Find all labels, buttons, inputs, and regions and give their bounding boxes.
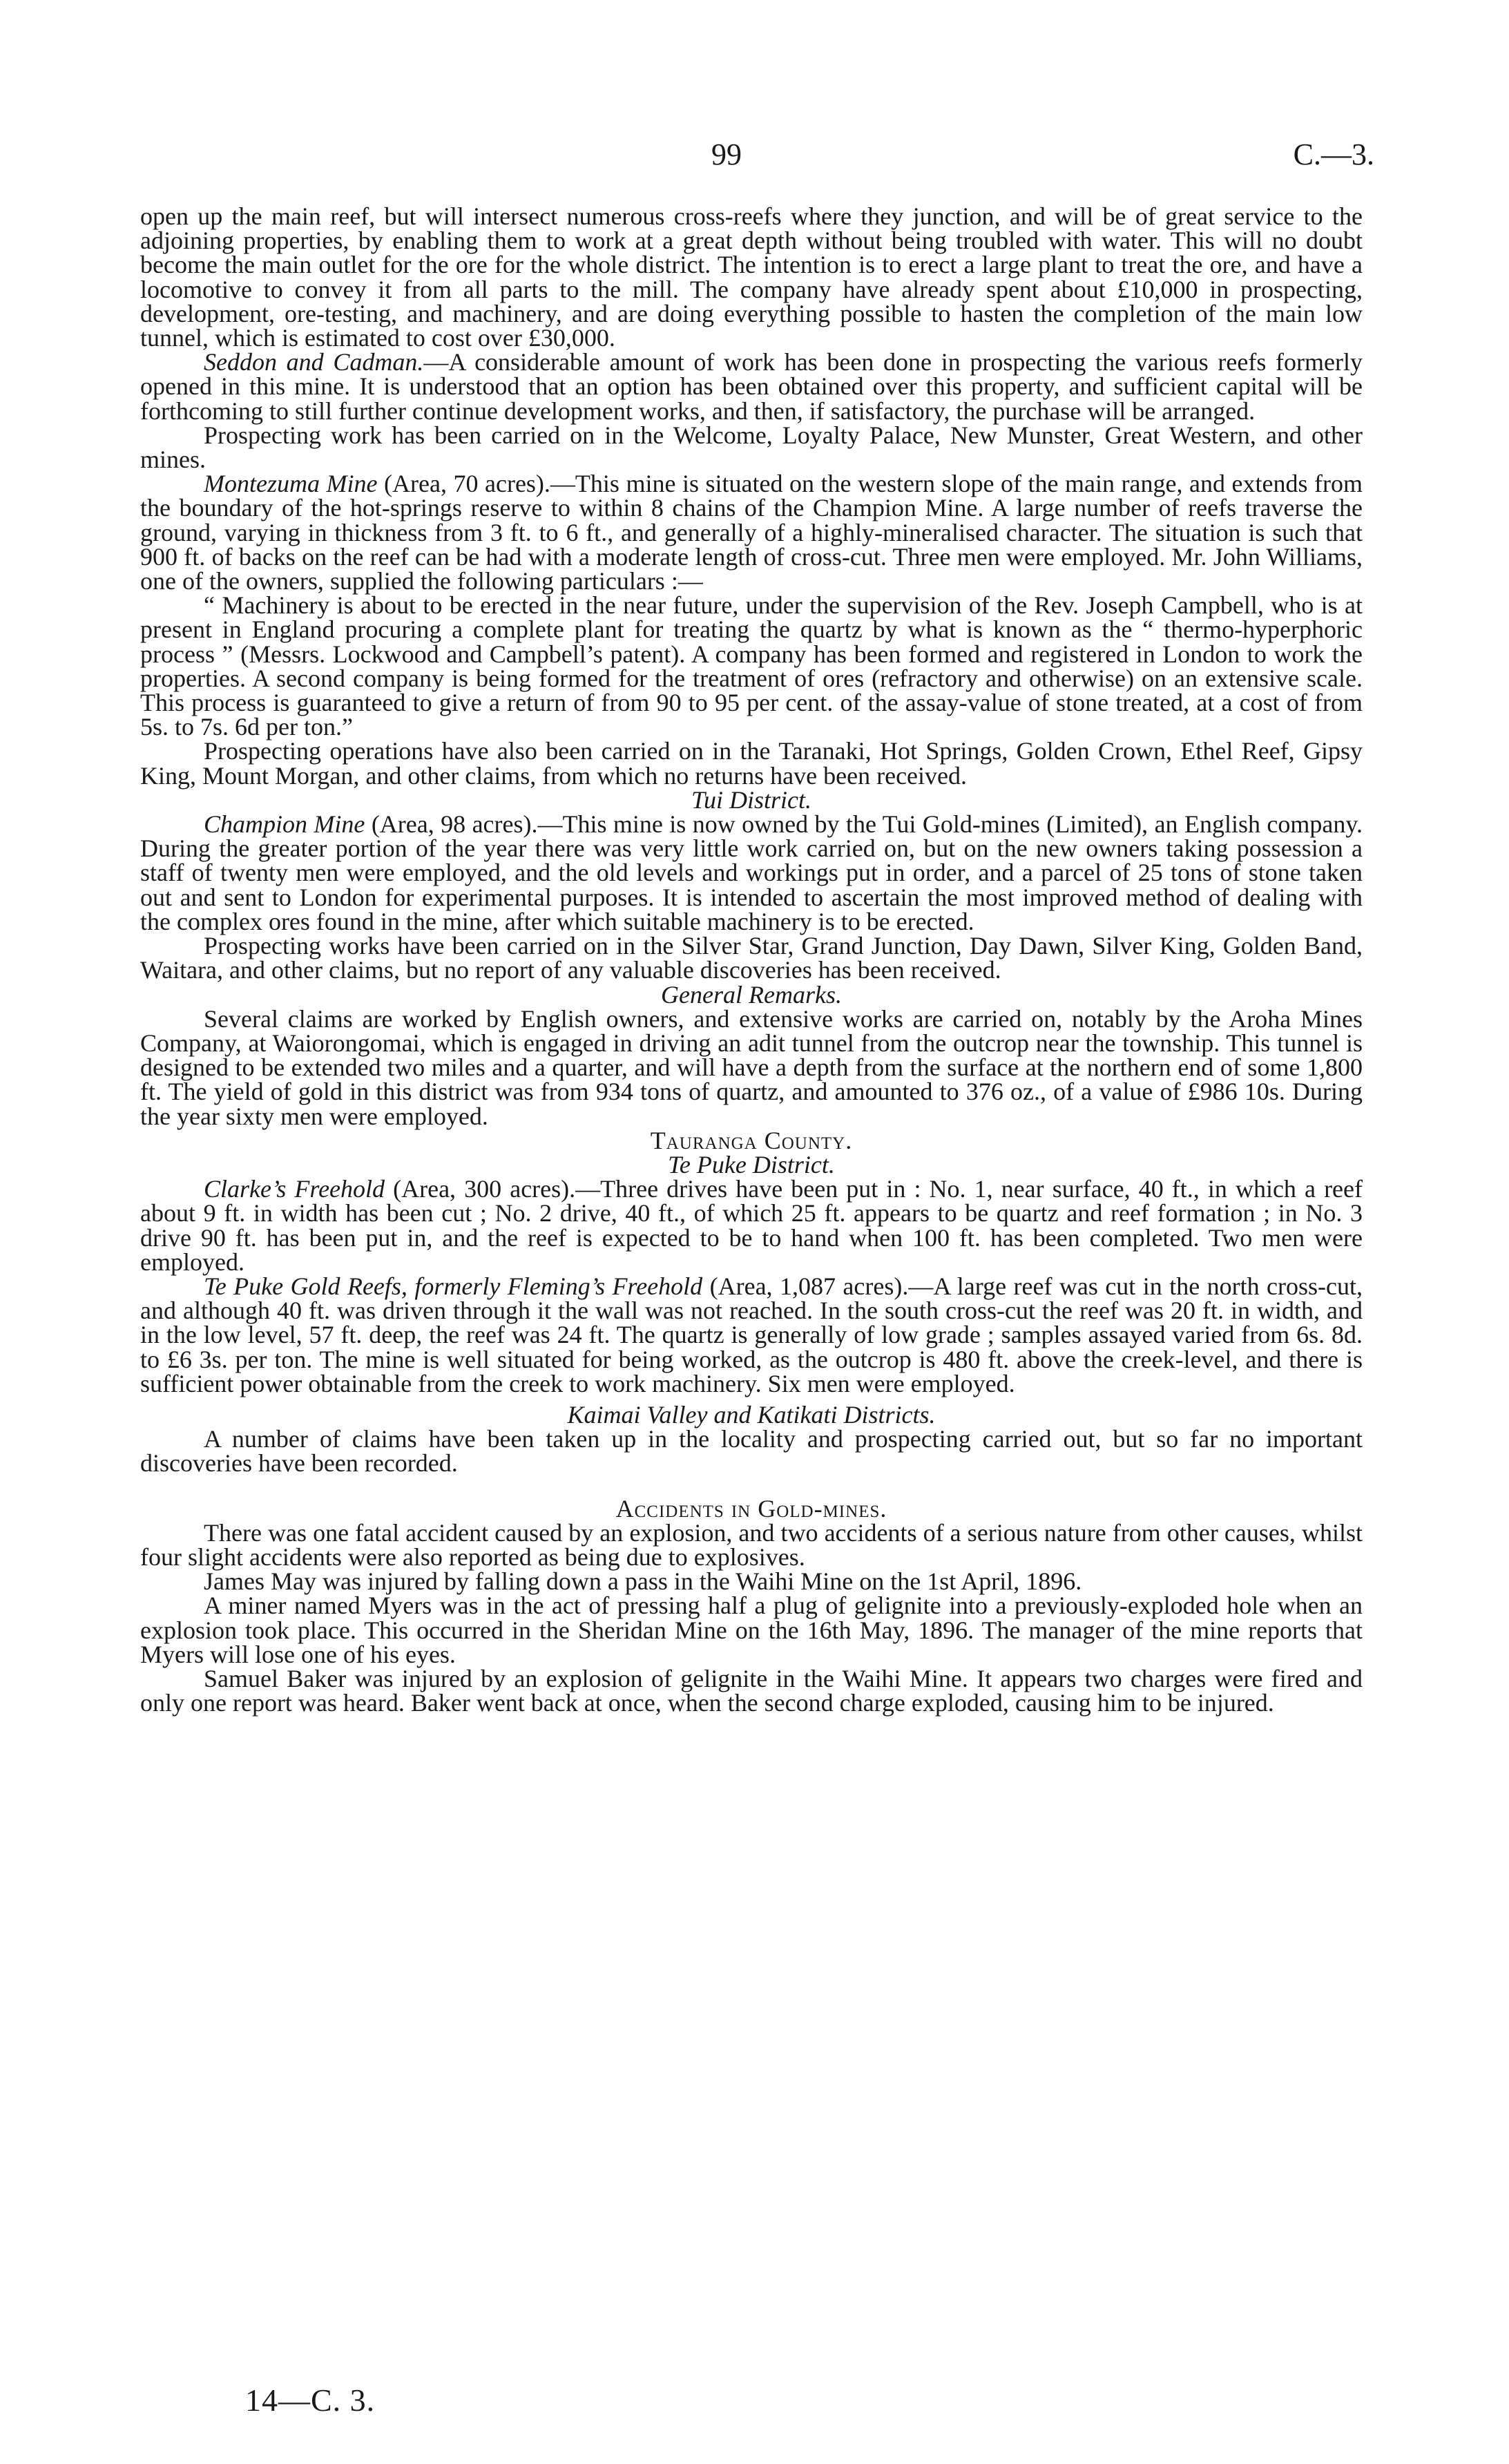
mine-name: Seddon and Cadman. [204,348,424,376]
paragraph-myers: A miner named Myers was in the act of pressing half a plug of gelignite into a previously-exploded hole when an explosion took place. This occurred in the Sheridan Mine on the 16th May, 1896. The manager of the mine reports that Myers will lose one of his eyes. [140,1592,1363,1668]
paragraph-accidents-summary: There was one fatal accident caused by an explosion, and two accidents of a serious nature from other causes, whilst four slight accidents were also reported as being due to explosives. [140,1518,1363,1571]
mine-name: Clarke’s Freehold [204,1175,385,1203]
paragraph-clarkes-freehold: Clarke’s Freehold (Area, 300 acres).—Three drives have been put in : No. 1, near surface, 40 ft., in which a reef about 9 ft. in width has been cut ; No. 2 drive, 40 ft., of which 25 ft. appears to be quartz and reef formation ; in No. 3 drive 90 ft. has been put in, and the reef is expected to be to hand when 100 ft. has been completed. Two men were employed. [140,1175,1363,1276]
paragraph-kaimai: A number of claims have been taken up in the locality and prospecting carried out, but so far no important discoveries have been recorded. [140,1425,1363,1478]
paragraph-general-remarks: Several claims are worked by English owners, and extensive works are carried on, notably by the Aroha Mines Company, at Waiorongomai, which is engaged in driving an adit tunnel from the outcrop near the township. This tunnel is designed to be extended two miles and a quarter, and will have a depth from the surface at the northern end of some 1,800 ft. The yield of gold in this district was from 934 tons of quartz, and amounted to 376 oz., of a value of £986 10s. During the year sixty men were employed. [140,1004,1363,1130]
body-text [140,204,1363,1715]
heading-kaimai-katikati: Kaimai Valley and Katikati Districts. [567,1400,936,1429]
page-number: 99 [711,137,742,171]
footer-signature: 14—C. 3. [245,2382,376,2418]
heading-accidents: Accidents in Gold-mines. [615,1494,887,1522]
paragraph-te-puke-gold-reefs: Te Puke Gold Reefs, formerly Fleming’s Freehold (Area, 1,087 acres).—A large reef was cut in the north cross-cut, and although 40 ft. was driven through it the wall was not reached. In the south cross-cut the reef was 20 ft. in width, and in the low level, 57 ft. deep, the reef was 24 ft. The quartz is generally of low grade ; samples assayed varied from 6s. 8d. to £6 3s. per ton. The mine is well situated for being worked, as the outcrop is 480 ft. above the creek-level, and there is sufficient power obtainable from the creek to work machinery. Six men were employed. [140,1272,1363,1397]
paragraph-champion: Champion Mine (Area, 98 acres).—This mine is now owned by the Tui Gold-mines (Limited), an English company. During the greater portion of the year there was very little work carried on, but on the new owners taking possession a staff of twenty men were employed, and the old levels and workings put in order, and a parcel of 25 tons of stone taken out and sent to London for experimental purposes. It is intended to ascertain the most improved method of dealing with the complex ores found in the mine, after which suitable machinery is to be erected. [140,810,1363,935]
paragraph-montezuma: Montezuma Mine (Area, 70 acres).—This mine is situated on the western slope of the main range, and extends from the boundary of the hot-springs reserve to within 8 chains of the Champion Mine. A large number of reefs traverse the ground, varying in thickness from 3 ft. to 6 ft., and generally of a highly-mineralised character. The situation is such that 900 ft. of backs on the reef can be had with a moderate length of cross-cut. Three men were employed. Mr. John Williams, one of the owners, supplied the following particulars :— [140,470,1363,595]
heading-tauranga-county: Tauranga County. [650,1126,853,1154]
page-header [0,137,1509,173]
series-code: C.—3. [1293,137,1374,171]
paragraph-seddon-cadman: Seddon and Cadman.—A considerable amount of work has been done in prospecting the various reefs formerly opened in this mine. It is understood that an option has been obtained over this property, and sufficient capital will be forthcoming to still further continue development works, and then, if satisfactory, the purchase will be arranged. [140,348,1363,425]
paragraph-prospecting-silver-star: Prospecting works have been carried on in the Silver Star, Grand Junction, Day Dawn, Silver King, Golden Band, Waitara, and other claims, but no report of any valuable discoveries has been received. [140,932,1363,984]
paragraph-quotation: “ Machinery is about to be erected in the near future, under the supervision of the Rev. Joseph Campbell, who is at present in England procuring a complete plant for treating the quartz by what is known as the “ thermo-hyperphoric process ” (Messrs. Lockwood and Campbell’s patent). A company has been formed and registered in London to work the properties. A second company is being formed for the treatment of ores (refractory and otherwise) on an extensive scale. This process is guaranteed to give a return of from 90 to 95 per cent. of the assay-value of stone treated, at a cost of from 5s. to 7s. 6d per ton.” [140,591,1363,741]
mine-name: Montezuma Mine [204,470,378,498]
heading-general-remarks: General Remarks. [661,980,842,1009]
paragraph-james-may: James May was injured by falling down a pass in the Waihi Mine on the 1st April, 1896. [204,1567,1082,1596]
heading-tui-district: Tui District. [691,785,812,814]
heading-te-puke-district: Te Puke District. [668,1150,835,1178]
paragraph-samuel-baker: Samuel Baker was injured by an explosion of gelignite in the Waihi Mine. It appears two charges were fired and only one report was heard. Baker went back at once, when the second charge exploded, causing him to be injured. [140,1664,1363,1717]
paragraph-prospecting-welcome: Prospecting work has been carried on in the Welcome, Loyalty Palace, New Munster, Great Western, and other mines. [140,421,1363,474]
paragraph-prospecting-taranaki: Prospecting operations have also been carried on in the Taranaki, Hot Springs, Golden Crown, Ethel Reef, Gipsy King, Mount Morgan, and other claims, from which no returns have been received. [140,737,1363,790]
paragraph-main-reef: open up the main reef, but will intersect numerous cross-reefs where they junction, and will be of great service to the adjoining properties, by enabling them to work at a great depth without being troubled with water. This will no doubt become the main outlet for the ore for the whole district. The intention is to erect a large plant to treat the ore, and have a locomotive to convey it from all parts to the mill. The company have already spent about £10,000 in prospecting, development, ore-testing, and machinery, and are doing everything possible to hasten the completion of the main low tunnel, which is estimated to cost over £30,000. [140,202,1363,352]
mine-name: Champion Mine [204,810,365,839]
mine-name: Te Puke Gold Reefs, formerly Fleming’s Freehold [204,1272,703,1300]
